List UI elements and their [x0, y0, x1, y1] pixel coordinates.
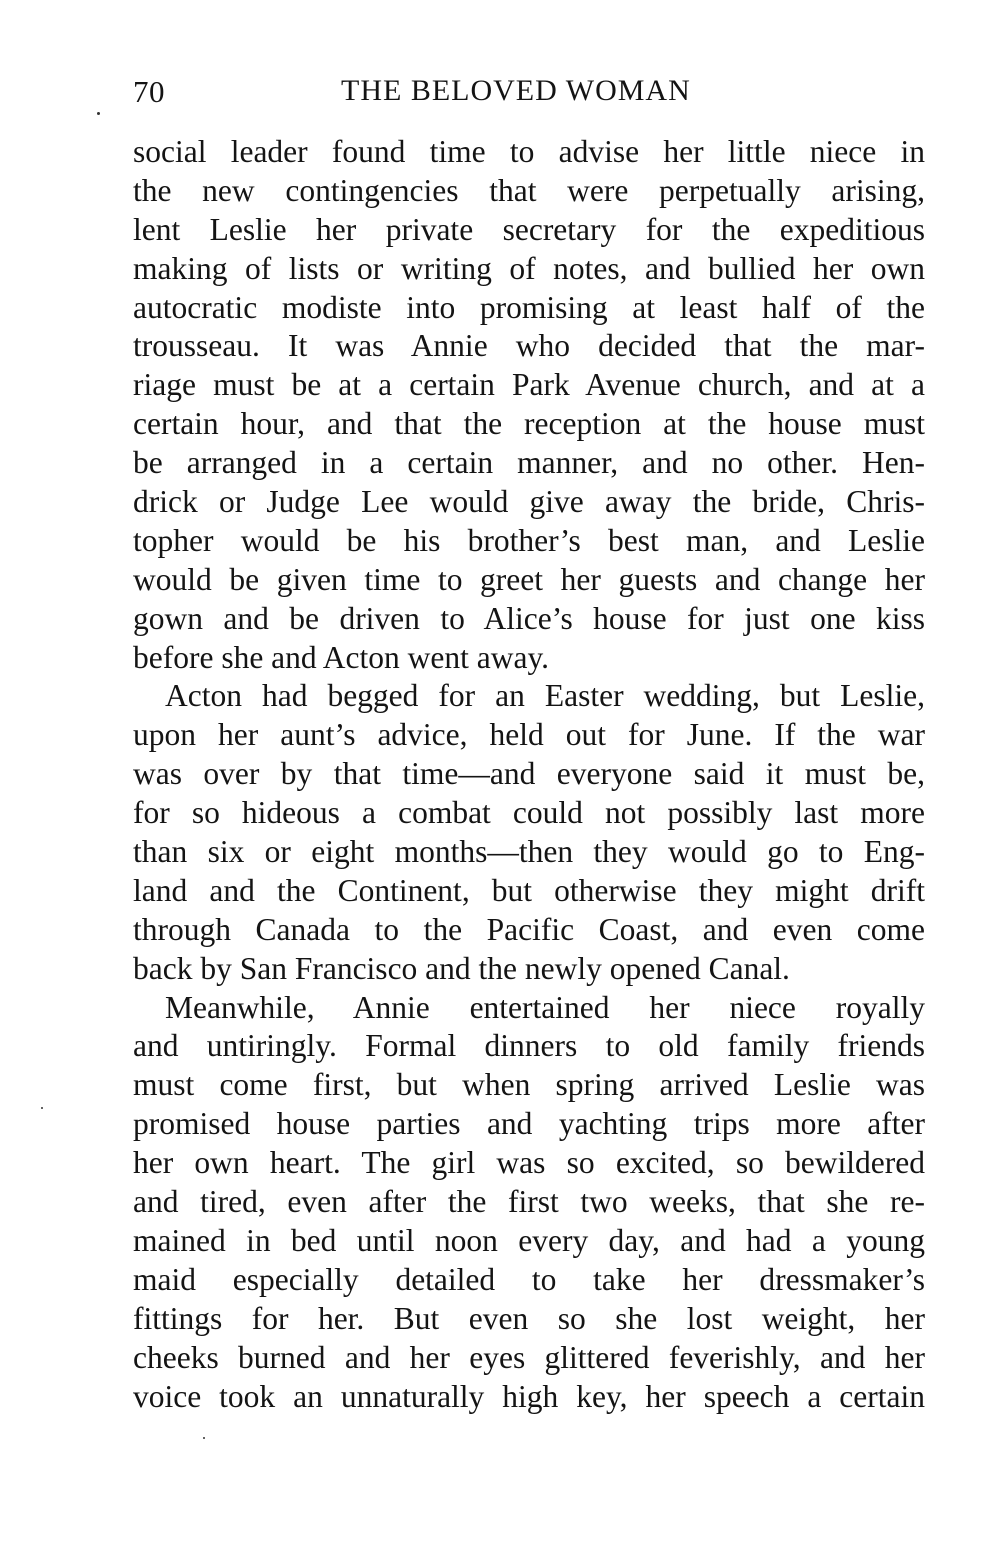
- running-header: [133, 74, 925, 118]
- text-line: certain hour, and that the reception at the house must: [133, 406, 925, 442]
- text-line: must come first, but when spring arrived Leslie was: [133, 1067, 925, 1103]
- text-line: promised house parties and yachting trips more after: [133, 1106, 925, 1142]
- paragraph: [133, 989, 925, 1417]
- text-line: lent Leslie her private secretary for the expeditious: [133, 211, 925, 247]
- text-line: gown and be driven to Alice’s house for just one kiss: [133, 600, 925, 636]
- text-line: would be given time to greet her guests and change her: [133, 561, 925, 597]
- text-line: cheeks burned and her eyes glittered feverishly, and her: [133, 1339, 925, 1375]
- scan-speck: [41, 1107, 43, 1109]
- text-line: fittings for her. But even so she lost weight, her: [133, 1300, 925, 1336]
- text-line: drick or Judge Lee would give away the bride, Chris-: [133, 484, 925, 520]
- text-line: Acton had begged for an Easter wedding, but Leslie,: [165, 678, 925, 714]
- body-text: [133, 133, 925, 1416]
- paragraph: [133, 677, 925, 988]
- text-line: her own heart. The girl was so excited, so bewildered: [133, 1145, 925, 1181]
- text-line: than six or eight months—then they would go to Eng-: [133, 834, 925, 870]
- text-line: back by San Francisco and the newly opened Canal.: [133, 950, 790, 986]
- text-line: be arranged in a certain manner, and no other. Hen-: [133, 445, 925, 481]
- text-line: was over by that time—and everyone said it must be,: [133, 756, 925, 792]
- text-line: autocratic modiste into promising at least half of the: [133, 289, 925, 325]
- text-line: for so hideous a combat could not possibly last more: [133, 795, 925, 831]
- text-line: mained in bed until noon every day, and had a young: [133, 1222, 925, 1258]
- text-line: land and the Continent, but otherwise they might drift: [133, 872, 925, 908]
- text-line: Meanwhile, Annie entertained her niece royally: [165, 989, 925, 1025]
- book-title: THE BELOVED WOMAN: [341, 74, 691, 107]
- scan-speck: [203, 1437, 205, 1439]
- text-line: riage must be at a certain Park Avenue church, and at a: [133, 367, 925, 403]
- text-line: upon her aunt’s advice, held out for June. If the war: [133, 717, 925, 753]
- text-line: voice took an unnaturally high key, her speech a certain: [133, 1378, 925, 1414]
- text-line: social leader found time to advise her little niece in: [133, 134, 925, 169]
- text-line: maid especially detailed to take her dressmaker’s: [133, 1261, 925, 1297]
- text-line: before she and Acton went away.: [133, 639, 550, 675]
- paragraph: [133, 133, 925, 677]
- text-line: and untiringly. Formal dinners to old family friends: [133, 1028, 925, 1064]
- text-line: the new contingencies that were perpetually arising,: [133, 172, 925, 208]
- text-line: trousseau. It was Annie who decided that the mar-: [133, 328, 925, 364]
- text-line: through Canada to the Pacific Coast, and even come: [133, 911, 925, 947]
- page-number: 70: [133, 74, 165, 109]
- scan-speck: [97, 112, 100, 115]
- text-line: making of lists or writing of notes, and bullied her own: [133, 250, 925, 286]
- text-line: topher would be his brother’s best man, and Leslie: [133, 522, 925, 558]
- text-line: and tired, even after the first two weeks, that she re-: [133, 1184, 925, 1220]
